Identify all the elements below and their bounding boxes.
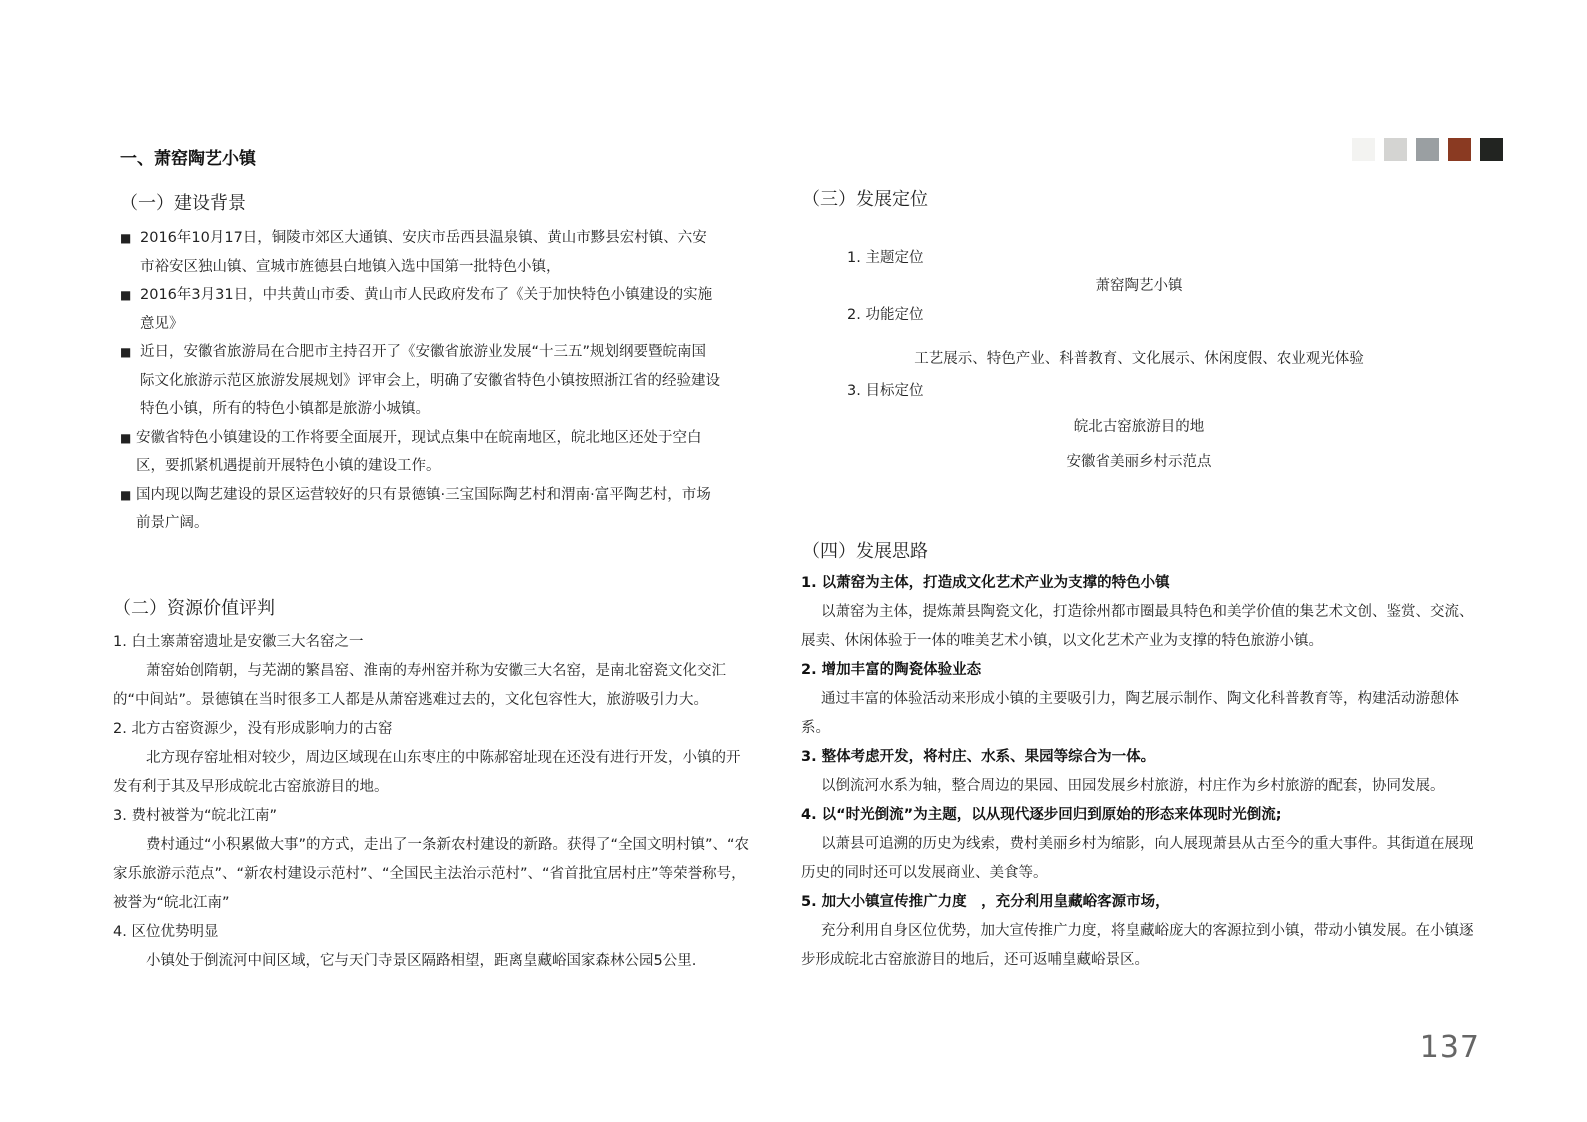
page-title: 一、萧窑陶艺小镇	[120, 149, 256, 169]
target-value-2: 安徽省美丽乡村示范点	[1066, 454, 1212, 470]
resource-evaluation	[113, 628, 750, 976]
idea-item-title: 1. 以萧窑为主体，打造成文化艺术产业为支撑的特色小镇	[801, 575, 1170, 591]
resource-item-body: 北方现存窑址相对较少，周边区域现在山东枣庄的中陈郝窑址现在还没有进行开发，小镇的开发有利于其及早形成皖北古窑旅游目的地。	[113, 750, 741, 795]
section4-heading: （四）发展思路	[802, 541, 928, 562]
resource-item-body: 萧窑始创隋朝，与芜湖的繁昌窑、淮南的寿州窑并称为安徽三大名窑，是南北窑瓷文化交汇的“中间站”。景德镇在当时很多工人都是从萧窑逃难过去的，文化包容性大，旅游吸引力大。	[113, 663, 726, 708]
idea-item-body: 充分利用自身区位优势，加大宣传推广力度，将皇藏峪庞大的客源拉到小镇，带动小镇发展。在小镇逐步形成皖北古窑旅游目的地后，还可返哺皇藏峪景区。	[801, 923, 1474, 968]
resource-item-title: 4. 区位优势明显	[113, 924, 219, 940]
bullet-item: ■ 安徽省特色小镇建设的工作将要全面展开，现试点集中在皖南地区，皖北地区还处于空白区，要抓紧机遇提前开展特色小镇的建设工作。	[120, 424, 720, 481]
resource-item-body: 小镇处于倒流河中间区域，它与天门寺景区隔路相望，距离皇藏峪国家森林公园5公里.	[146, 953, 697, 969]
idea-item-body: 以倒流河水系为轴，整合周边的果园、田园发展乡村旅游，村庄作为乡村旅游的配套，协同发展。	[821, 778, 1445, 794]
color-palette	[1352, 138, 1503, 161]
section2-heading: （二）资源价值评判	[113, 598, 275, 619]
bullet-item: ■ 2016年3月31日，中共黄山市委、黄山市人民政府发布了《关于加快特色小镇建设的实施意见》	[120, 281, 720, 338]
swatch-2	[1384, 138, 1407, 161]
theme-label: 1. 主题定位	[847, 250, 924, 266]
idea-item-title: 5. 加大小镇宣传推广力度 ，充分利用皇藏峪客源市场，	[801, 894, 1170, 910]
resource-item-title: 2. 北方古窑资源少，没有形成影响力的古窑	[113, 721, 393, 737]
bullet-item: ■ 国内现以陶艺建设的景区运营较好的只有景德镇·三宝国际陶艺村和渭南·富平陶艺村，市场前景广阔。	[120, 481, 720, 538]
idea-item-body: 通过丰富的体验活动来形成小镇的主要吸引力，陶艺展示制作、陶文化科普教育等，构建活动游憩体系。	[801, 691, 1459, 736]
swatch-5	[1480, 138, 1503, 161]
function-value: 工艺展示、特色产业、科普教育、文化展示、休闲度假、农业观光体验	[914, 351, 1364, 367]
idea-item-title: 2. 增加丰富的陶瓷体验业态	[801, 662, 982, 678]
swatch-4	[1448, 138, 1471, 161]
background-bullet-list	[120, 224, 720, 538]
theme-value: 萧窑陶艺小镇	[1095, 278, 1183, 294]
resource-item-body: 费村通过“小积累做大事”的方式，走出了一条新农村建设的新路。获得了“全国文明村镇”、“农家乐旅游示范点”、“新农村建设示范村”、“全国民主法治示范村”、“省首批宜居村庄”等荣誉称号，被誉为“皖北江南”	[113, 837, 750, 911]
resource-item-title: 3. 费村被誉为“皖北江南”	[113, 808, 277, 824]
target-value-1: 皖北古窑旅游目的地	[1073, 419, 1205, 435]
section3-heading: （三）发展定位	[802, 189, 928, 210]
function-label: 2. 功能定位	[847, 307, 924, 323]
idea-item-title: 4. 以“时光倒流”为主题，以从现代逐步回归到原始的形态来体现时光倒流;	[801, 807, 1282, 823]
idea-item-body: 以萧县可追溯的历史为线索，费村美丽乡村为缩影，向人展现萧县从古至今的重大事件。其街道在展现历史的同时还可以发展商业、美食等。	[801, 836, 1474, 881]
swatch-1	[1352, 138, 1375, 161]
development-ideas	[801, 569, 1481, 975]
resource-item-title: 1. 白土寨萧窑遗址是安徽三大名窑之一	[113, 634, 364, 650]
bullet-item: ■ 2016年10月17日，铜陵市郊区大通镇、安庆市岳西县温泉镇、黄山市黟县宏村镇、六安市裕安区独山镇、宣城市旌德县白地镇入选中国第一批特色小镇，	[120, 224, 720, 281]
swatch-3	[1416, 138, 1439, 161]
target-label: 3. 目标定位	[847, 383, 924, 399]
bullet-item: ■ 近日，安徽省旅游局在合肥市主持召开了《安徽省旅游业发展“十三五”规划纲要暨皖南国际文化旅游示范区旅游发展规划》评审会上，明确了安徽省特色小镇按照浙江省的经验建设特色小镇，所有的特色小镇都是旅游小城镇。	[120, 338, 720, 424]
idea-item-body: 以萧窑为主体，提炼萧县陶瓷文化，打造徐州都市圈最具特色和美学价值的集艺术文创、鉴赏、交流、展卖、休闲体验于一体的唯美艺术小镇，以文化艺术产业为支撑的特色旅游小镇。	[801, 604, 1474, 649]
page-number: 137	[1419, 1030, 1480, 1065]
idea-item-title: 3. 整体考虑开发，将村庄、水系、果园等综合为一体。	[801, 749, 1156, 765]
section1-heading: （一）建设背景	[120, 193, 246, 214]
